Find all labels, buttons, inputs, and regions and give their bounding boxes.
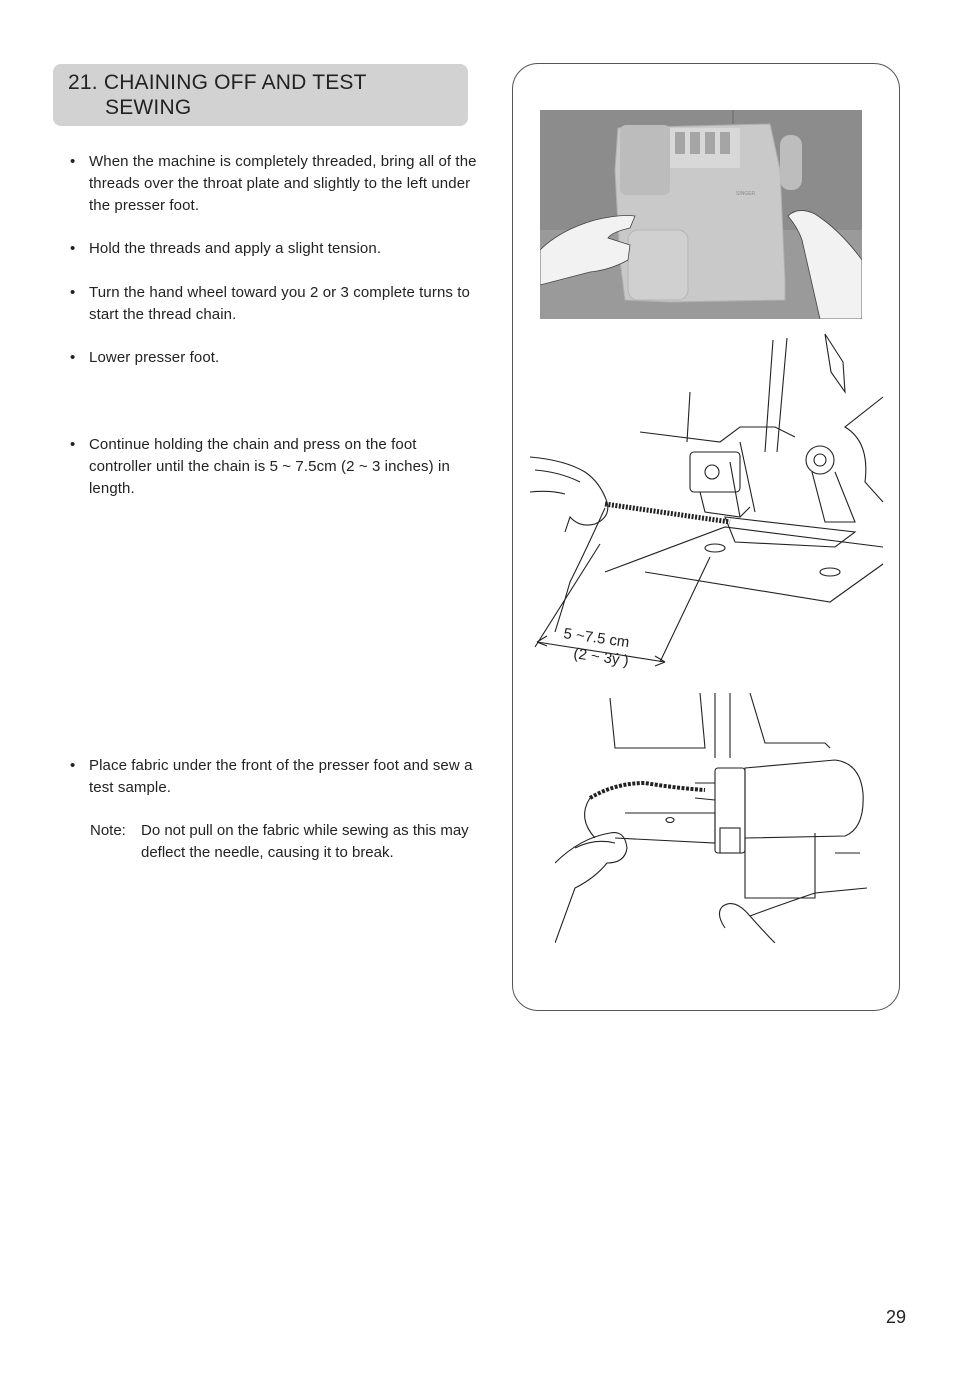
instruction-bullet-4: • Lower presser foot. [70, 347, 480, 369]
measure-inch-label: (2 ~ 3ý ) [572, 645, 630, 670]
bullet-dot: • [70, 153, 76, 170]
section-title-line1: 21. CHAINING OFF AND TEST [68, 71, 367, 94]
instruction-bullet-1: • When the machine is completely threaded, bring all of the threads over the throat plate and slightly to the left under the presser foot. [70, 153, 477, 214]
bullet-dot: • [70, 284, 76, 301]
serger-photo [540, 110, 862, 319]
brand-label: SINGER [736, 191, 756, 197]
bullet-dot: • [70, 757, 76, 774]
note-text: Do not pull on the fabric while sewing as this may deflect the needle, causing it to break. [141, 822, 469, 861]
page-number: 29 [886, 1307, 907, 1327]
section-title-line2: SEWING [105, 96, 192, 119]
measure-cm-label: 5 ~7.5 cm [562, 625, 631, 652]
instruction-bullet-6: • Place fabric under the front of the presser foot and sew a test sample. [70, 757, 473, 796]
section-header [53, 64, 468, 126]
instruction-bullet-5: • Continue holding the chain and press on the foot controller until the chain is 5 ~ 7.5cm (2 ~ 3 inches) in length. [70, 436, 450, 497]
test-sewing-illustration [555, 688, 867, 943]
bullet-dot: • [70, 436, 76, 453]
bullet-dot: • [70, 240, 76, 257]
note-label: Note: [90, 822, 126, 839]
bullet-dot: • [70, 349, 76, 366]
instruction-bullet-3: • Turn the hand wheel toward you 2 or 3 complete turns to start the thread chain. [70, 284, 470, 323]
note [90, 820, 480, 864]
instruction-bullet-2: • Hold the threads and apply a slight tension. [70, 238, 480, 260]
thread-chain-illustration [525, 332, 885, 677]
